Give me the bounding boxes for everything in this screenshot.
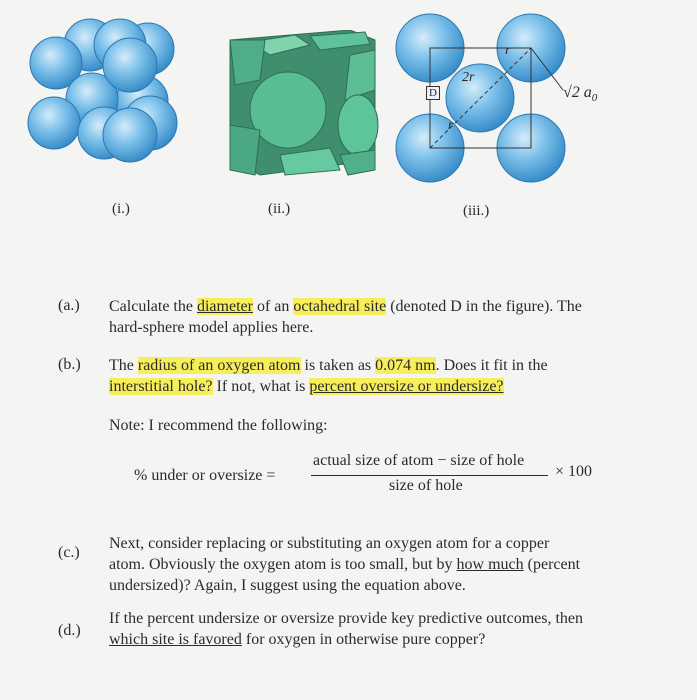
qa-pre: Calculate the [109,298,197,315]
qb-mid3: If not, what is [212,378,310,395]
qd-line2-end: for oxygen in otherwise pure copper? [241,631,486,648]
qd-which-site: which site is favored [109,631,242,648]
figure-ii-octahedral-cell [200,30,390,180]
qc-line2: atom. Obviously the oxygen atom is too small, but by [109,556,457,573]
qb-pre: The [109,357,138,374]
qa-line2: hard-sphere model applies here. [109,319,314,336]
qb-percent: percent oversize or undersize? [309,378,504,395]
qb-mid: is taken as [300,357,376,374]
formula-fraction-bar [311,475,548,476]
fig3-r-top-label: r [505,43,511,58]
fig3-a0-text: √2 a [563,84,592,101]
qb-mid2: . Does it fit in the [435,357,548,374]
question-d-text [109,608,679,650]
qd-line1: If the percent undersize or oversize provide key predictive outcomes, then [109,610,584,627]
formula-lhs: % under or oversize = [134,467,276,484]
fig3-2r-label: 2r [462,70,475,85]
caption-ii: (ii.) [268,201,291,217]
formula-times-100: × 100 [555,463,593,480]
note-text: Note: I recommend the following: [109,417,328,434]
qc-line3: undersized)? Again, I suggest using the equation above. [109,577,466,594]
fig3-d-label: D [426,86,440,100]
question-b-text [109,355,669,397]
fig3-r-left-label: r [448,118,454,133]
qc-how-much: how much [456,556,524,573]
qb-interstitial: interstitial hole? [109,378,213,395]
question-c-text [109,533,679,596]
qc-line2-end: (percent [523,556,581,573]
caption-i: (i.) [112,201,130,217]
fig3-a0-label [563,84,597,104]
question-c-label: (c.) [58,544,80,561]
figure-i-close-packed-spheres [20,15,190,175]
question-d-label: (d.) [58,622,81,639]
qa-mid: of an [252,298,294,315]
formula-denominator: size of hole [389,477,463,494]
qa-post: (denoted D in the figure). The [386,298,582,315]
qa-octahedral: octahedral site [293,298,387,315]
caption-iii: (iii.) [463,203,490,219]
question-a-text [109,296,669,338]
fig3-a0-subscript: 0 [591,92,598,105]
qb-value: 0.074 nm [375,357,436,374]
formula-numerator: actual size of atom − size of hole [313,452,525,469]
qb-radius: radius of an oxygen atom [137,357,301,374]
qa-diameter: diameter [196,298,253,315]
question-b-label: (b.) [58,356,81,373]
question-a-label: (a.) [58,297,80,314]
qc-line1: Next, consider replacing or substituting an oxygen atom for a copper [109,535,550,552]
